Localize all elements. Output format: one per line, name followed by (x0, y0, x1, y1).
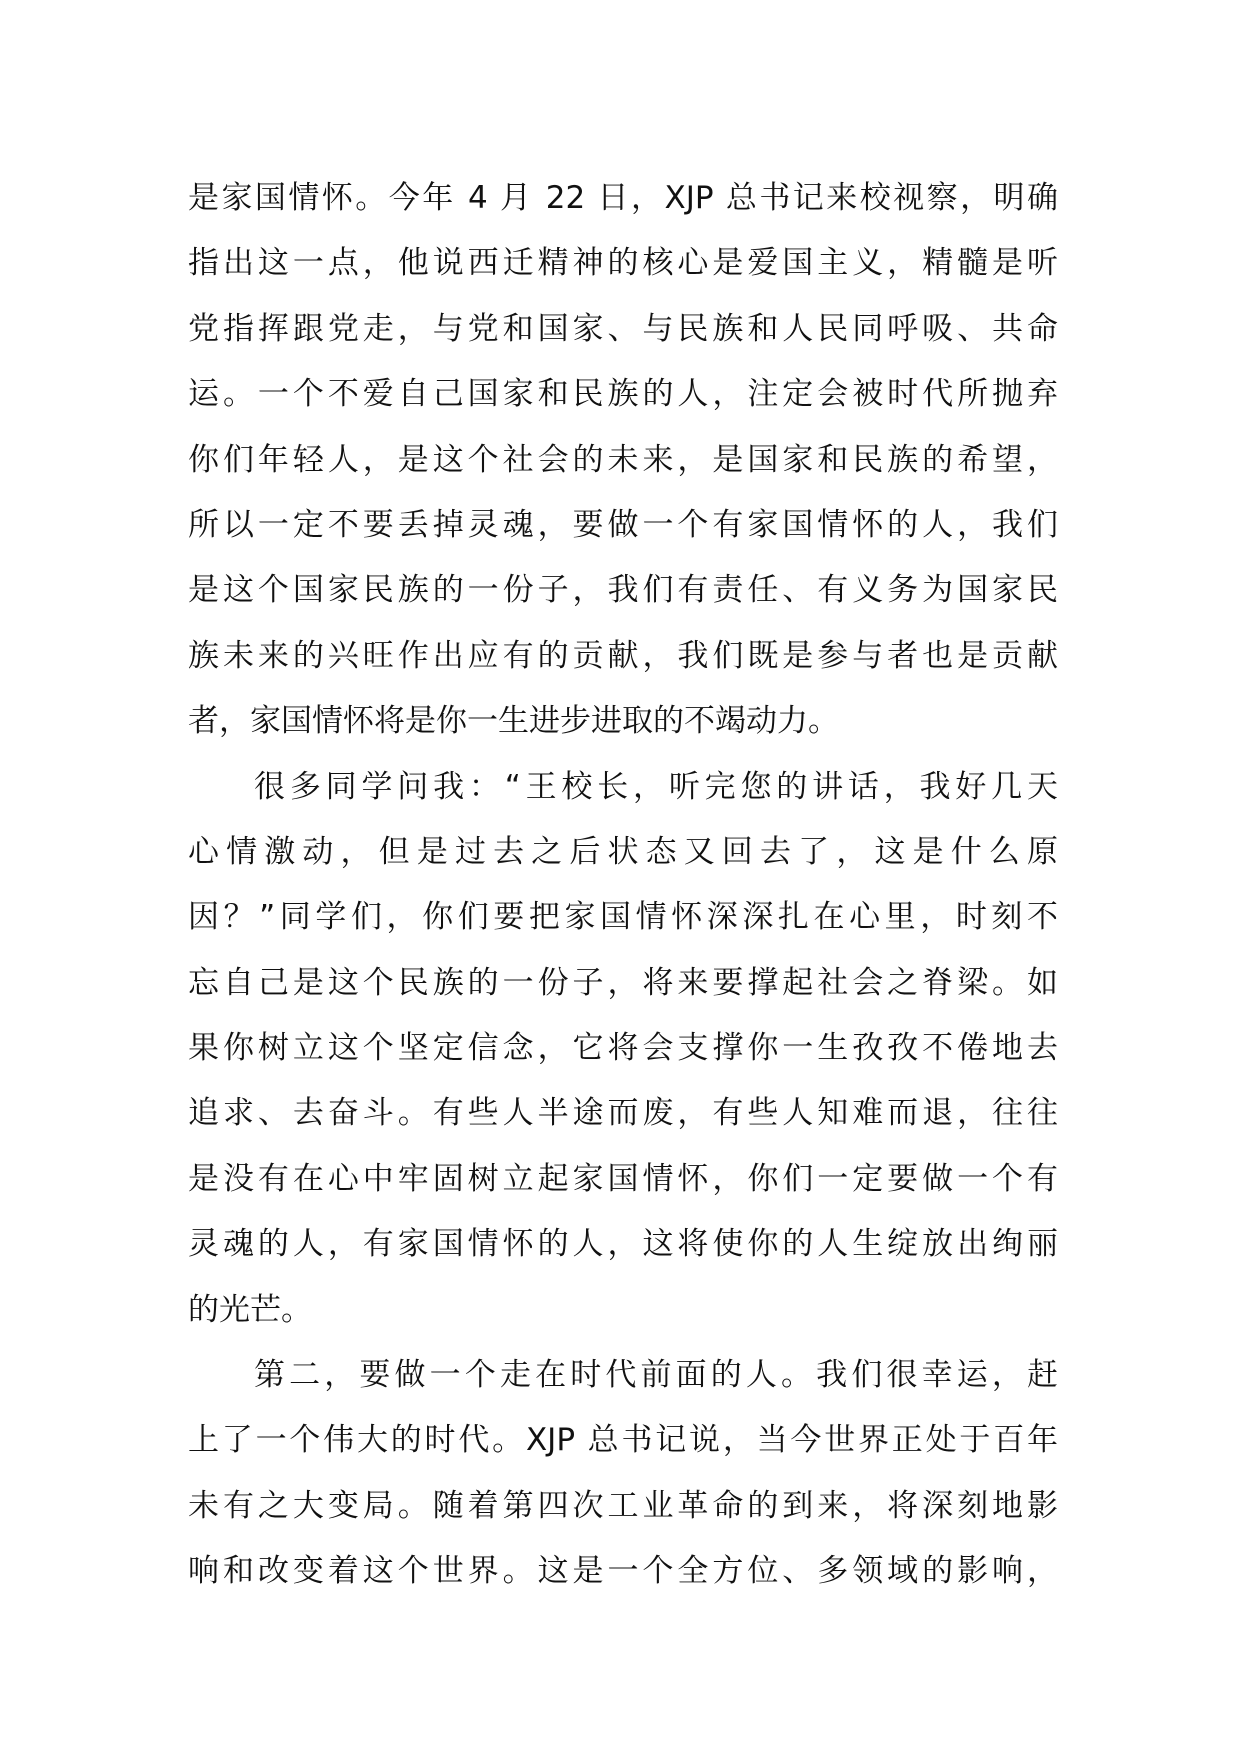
text-line: 果你树立这个坚定信念，它将会支撑你一生孜孜不倦地去 (188, 1030, 1058, 1067)
text-line: 第二，要做一个走在时代前面的人。我们很幸运，赶 (254, 1357, 1058, 1394)
text-line: 是这个国家民族的一份子，我们有责任、有义务为国家民 (188, 572, 1058, 609)
text-line: 指出这一点，他说西迁精神的核心是爱国主义，精髓是听 (188, 245, 1058, 282)
text-line: 响和改变着这个世界。这是一个全方位、多领域的影响， (188, 1553, 1058, 1590)
text-line: 运。一个不爱自己国家和民族的人，注定会被时代所抛弃 (188, 376, 1058, 413)
text-line: 灵魂的人，有家国情怀的人，这将使你的人生绽放出绚丽 (188, 1226, 1058, 1263)
text-line: 者，家国情怀将是你一生进步进取的不竭动力。 (188, 703, 839, 740)
paragraph-family-country (188, 166, 1058, 755)
text-line: 是家国情怀。今年 4 月 22 日，XJP 总书记来校视察，明确 (188, 180, 1058, 216)
text-line: 上了一个伟大的时代。XJP 总书记说，当今世界正处于百年 (188, 1422, 1058, 1459)
text-line: 很多同学问我：“王校长，听完您的讲话，我好几天 (254, 768, 1058, 805)
text-line: 追求、去奋斗。有些人半途而废，有些人知难而退，往往 (188, 1095, 1058, 1132)
text-line: 忘自己是这个民族的一份子，将来要撑起社会之脊梁。如 (188, 964, 1058, 1001)
text-line: 是没有在心中牢固树立起家国情怀，你们一定要做一个有 (188, 1160, 1058, 1197)
text-line: 心情激动，但是过去之后状态又回去了，这是什么原 (188, 833, 1058, 870)
text-line: 的光芒。 (188, 1291, 312, 1328)
paragraph-second-point (188, 1343, 1058, 1605)
text-line: 所以一定不要丢掉灵魂，要做一个有家国情怀的人，我们 (188, 506, 1058, 543)
text-line: 党指挥跟党走，与党和国家、与民族和人民同呼吸、共命 (188, 310, 1058, 347)
text-line: 你们年轻人，是这个社会的未来，是国家和民族的希望， (188, 441, 1058, 478)
body-text (188, 166, 1058, 1605)
text-line: 因？”同学们，你们要把家国情怀深深扎在心里，时刻不 (188, 899, 1058, 936)
paragraph-students-question (188, 755, 1058, 1344)
text-line: 族未来的兴旺作出应有的贡献，我们既是参与者也是贡献 (188, 637, 1058, 674)
text-line: 未有之大变局。随着第四次工业革命的到来，将深刻地影 (188, 1487, 1058, 1524)
